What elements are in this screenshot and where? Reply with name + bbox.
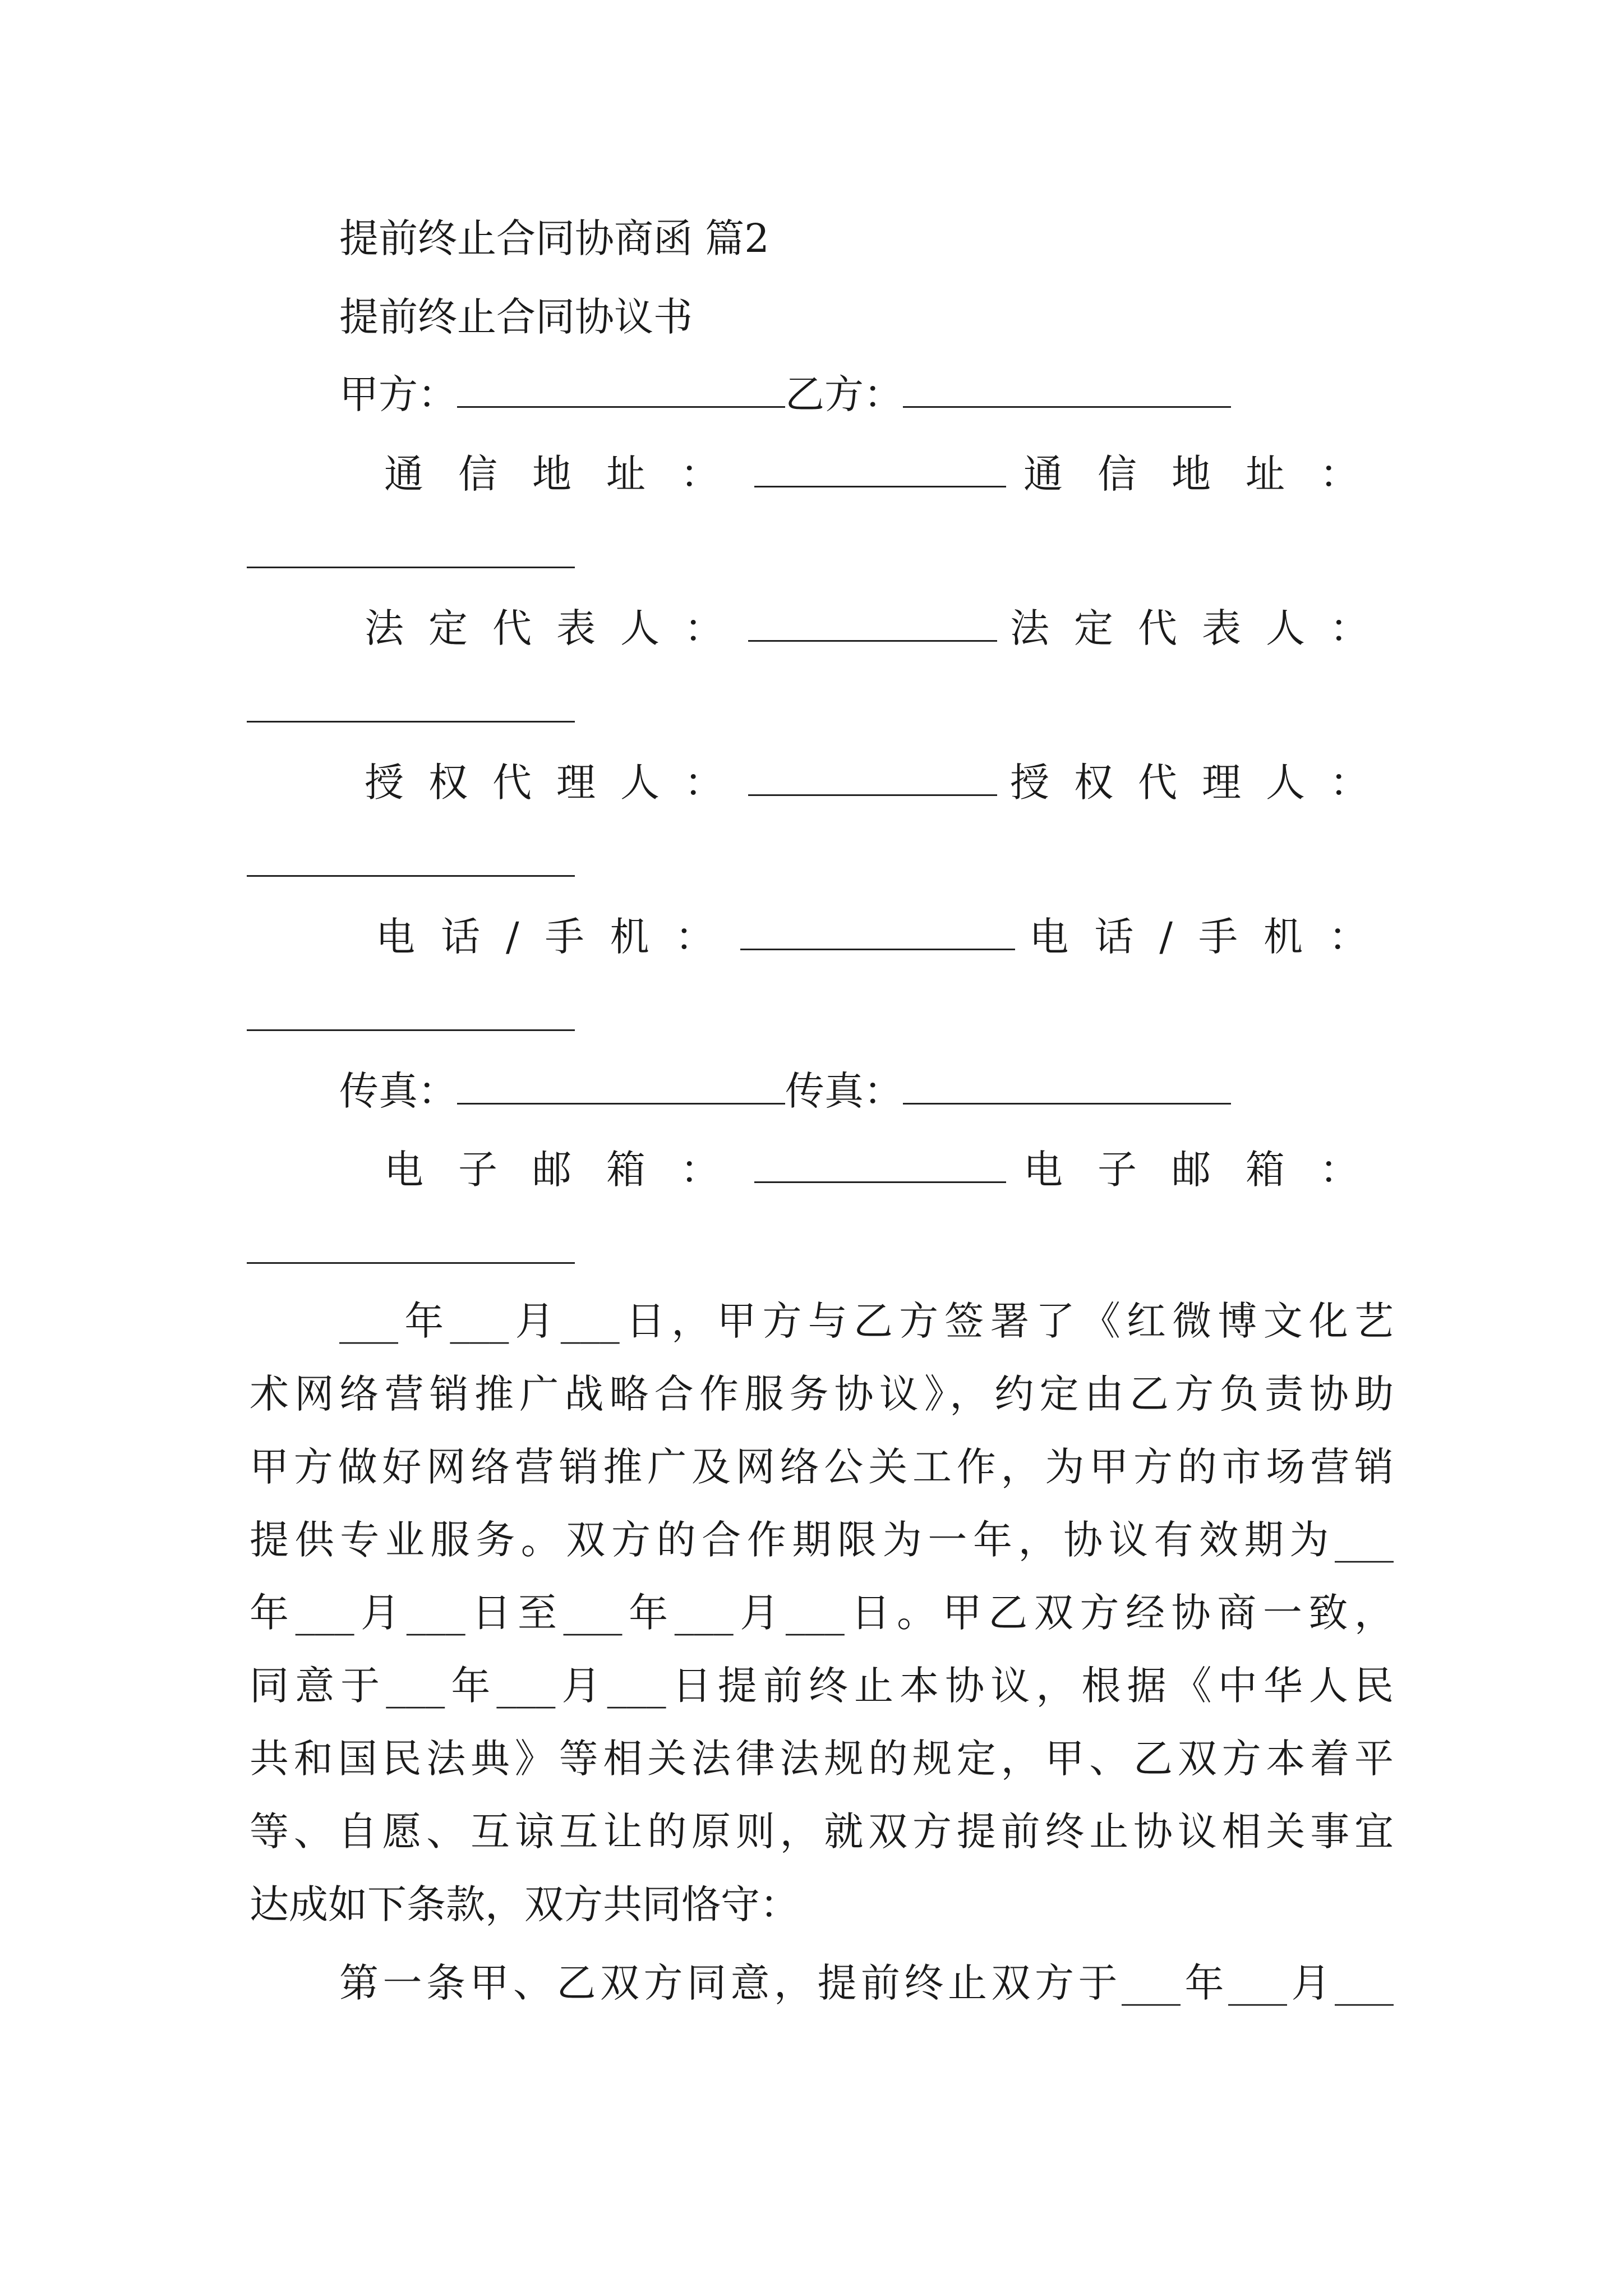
address-blank-a [754, 451, 1006, 487]
email-blank-a [754, 1147, 1006, 1183]
fax-blank-a [457, 1068, 785, 1105]
email-label-a: 电子邮箱： [384, 1147, 754, 1193]
paragraph-line: 提供专业服务。双方的合作期限为一年，协议有效期为___ [250, 1517, 1394, 1563]
agent-blank-b [247, 875, 575, 877]
phone-blank-b [247, 1029, 575, 1031]
phone-row [376, 906, 1394, 968]
legal-rep-label-b: 法定代表人： [1010, 605, 1394, 651]
phone-label-a: 电话/手机： [376, 914, 740, 960]
address-row [384, 443, 1394, 505]
agent-label-b: 授权代理人： [1010, 760, 1394, 806]
email-blank-b [247, 1262, 575, 1264]
paragraph-line: 等、自愿、互谅互让的原则，就双方提前终止协议相关事宜 [250, 1809, 1394, 1855]
party-a-blank [457, 371, 785, 408]
party-b-label: 乙方： [785, 371, 903, 417]
legal-rep-row [365, 597, 1394, 659]
paragraph-line: 术网络营销推广战略合作服务协议》，约定由乙方负责协助 [250, 1371, 1394, 1417]
fax-blank-b [903, 1068, 1231, 1105]
phone-blank-a [740, 914, 1016, 950]
document-heading: 提前终止合同协商函 篇2 [339, 215, 769, 261]
phone-label-b: 电话/手机： [1029, 914, 1394, 960]
fax-label-a: 传真： [339, 1068, 457, 1114]
agent-blank-a [748, 760, 997, 796]
party-row [339, 364, 1231, 425]
party-b-blank [903, 371, 1231, 408]
agreement-title: 提前终止合同协议书 [339, 294, 693, 340]
address-label-a: 通信地址： [384, 451, 754, 497]
legal-rep-label-a: 法定代表人： [365, 605, 748, 651]
address-blank-b [247, 567, 575, 568]
agent-row [365, 752, 1394, 813]
address-label-b: 通信地址： [1023, 451, 1394, 497]
email-label-b: 电子邮箱： [1023, 1147, 1394, 1193]
fax-label-b: 传真： [785, 1068, 903, 1114]
legal-rep-blank-a [748, 605, 997, 642]
paragraph-line: 年___月___日至___年___月___日。甲乙双方经协商一致， [250, 1590, 1394, 1636]
legal-rep-blank-b [247, 721, 575, 723]
clause-1-line: 第一条甲、乙双方同意，提前终止双方于___年___月___ [339, 1960, 1394, 2006]
email-row [384, 1139, 1394, 1200]
party-a-label: 甲方： [339, 371, 457, 417]
paragraph-line: 共和国民法典》等相关法律法规的规定，甲、乙双方本着平 [250, 1736, 1394, 1782]
agent-label-a: 授权代理人： [365, 760, 748, 806]
paragraph-line: 甲方做好网络营销推广及网络公关工作，为甲方的市场营销 [250, 1444, 1394, 1490]
paragraph-line: 达成如下条款，双方共同恪守： [250, 1881, 799, 1927]
paragraph-line: ___年___月___日，甲方与乙方签署了《红微博文化艺 [339, 1298, 1394, 1344]
paragraph-line: 同意于___年___月___日提前终止本协议，根据《中华人民 [250, 1663, 1394, 1709]
fax-row [339, 1060, 1231, 1122]
